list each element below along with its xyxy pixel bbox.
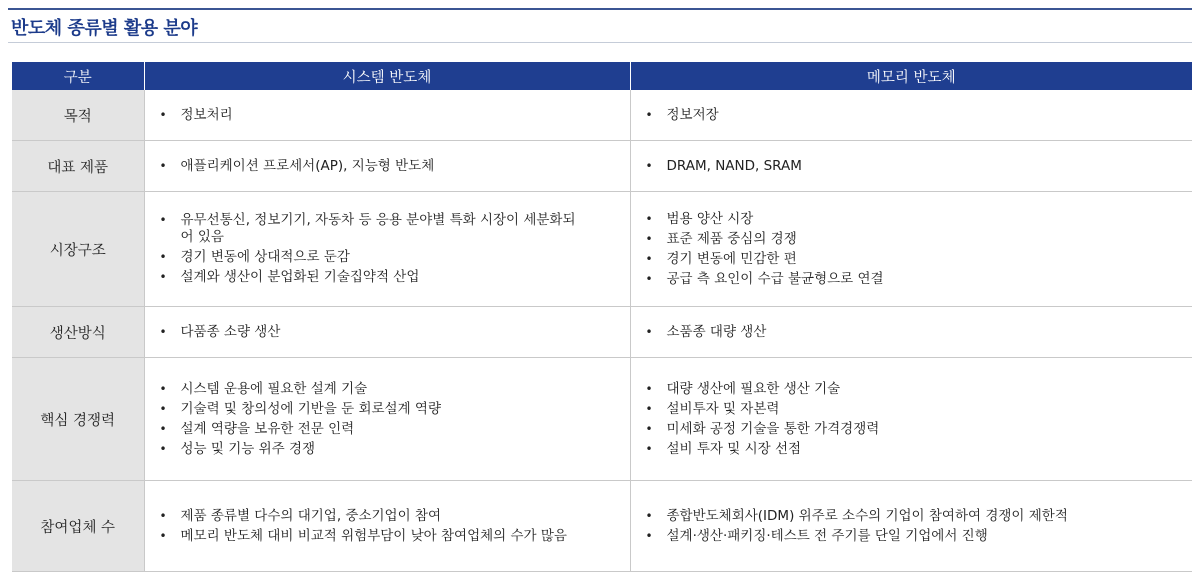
list-item: • 다품종 소량 생산	[157, 324, 620, 341]
list-item: • 설비 투자 및 시장 선점	[643, 441, 1183, 458]
list-item: • 경기 변동에 상대적으로 둔감	[157, 249, 620, 266]
list-item: • 소품종 대량 생산	[643, 324, 1183, 341]
title-bottom-rule	[8, 42, 1192, 43]
list-item: • 설계·생산·패키징·테스트 전 주기를 단일 기업에서 진행	[643, 528, 1183, 545]
list-item: • 범용 양산 시장	[643, 211, 1183, 228]
cell-memory-market-structure	[630, 192, 1192, 307]
list-item: • 설비투자 및 자본력	[643, 401, 1183, 418]
list-item: • 시스템 운용에 필요한 설계 기술	[157, 381, 620, 398]
table-row-purpose	[12, 90, 1192, 141]
row-label-participant-count: 참여업체 수	[12, 481, 144, 572]
list-item: • 정보저장	[643, 107, 1183, 124]
list-item: • DRAM, NAND, SRAM	[643, 158, 1183, 175]
list-item: • 경기 변동에 민감한 편	[643, 251, 1183, 268]
list-item: • 공급 측 요인이 수급 불균형으로 연결	[643, 271, 1183, 288]
header-category: 구분	[12, 62, 144, 90]
cell-system-purpose	[144, 90, 630, 141]
row-label-production-method: 생산방식	[12, 307, 144, 358]
table-row-production-method	[12, 307, 1192, 358]
list-item: • 성능 및 기능 위주 경쟁	[157, 441, 620, 458]
table-header-row	[12, 62, 1192, 90]
cell-system-production-method	[144, 307, 630, 358]
cell-system-product	[144, 141, 630, 192]
list-item: • 정보처리	[157, 107, 620, 124]
list-item: • 표준 제품 중심의 경쟁	[643, 231, 1183, 248]
list-item: • 설계와 생산이 분업화된 기술집약적 산업	[157, 269, 620, 286]
title-top-rule	[8, 8, 1192, 10]
comparison-table	[12, 62, 1192, 572]
list-item: • 애플리케이션 프로세서(AP), 지능형 반도체	[157, 158, 620, 175]
list-item: • 종합반도체회사(IDM) 위주로 소수의 기업이 참여하여 경쟁이 제한적	[643, 508, 1183, 525]
cell-memory-participant-count	[630, 481, 1192, 572]
row-label-product: 대표 제품	[12, 141, 144, 192]
cell-memory-purpose	[630, 90, 1192, 141]
list-item: • 기술력 및 창의성에 기반을 둔 회로설계 역량	[157, 401, 620, 418]
list-item: • 대량 생산에 필요한 생산 기술	[643, 381, 1183, 398]
list-item: • 제품 종류별 다수의 대기업, 중소기업이 참여	[157, 508, 620, 525]
cell-system-core-competency	[144, 358, 630, 481]
header-system-semiconductor: 시스템 반도체	[144, 62, 630, 90]
table-row-product	[12, 141, 1192, 192]
cell-memory-product	[630, 141, 1192, 192]
list-item: • 미세화 공정 기술을 통한 가격경쟁력	[643, 421, 1183, 438]
row-label-core-competency: 핵심 경쟁력	[12, 358, 144, 481]
page-title: 반도체 종류별 활용 분야	[11, 18, 198, 39]
table-row-core-competency	[12, 358, 1192, 481]
cell-memory-production-method	[630, 307, 1192, 358]
table-row-participant-count	[12, 481, 1192, 572]
list-item: • 유무선통신, 정보기기, 자동차 등 응용 분야별 특화 시장이 세분화되어 있음	[157, 212, 620, 246]
cell-system-market-structure	[144, 192, 630, 307]
cell-memory-core-competency	[630, 358, 1192, 481]
list-item: • 설계 역량을 보유한 전문 인력	[157, 421, 620, 438]
table-row-market-structure	[12, 192, 1192, 307]
list-item: • 메모리 반도체 대비 비교적 위험부담이 낮아 참여업체의 수가 많음	[157, 528, 620, 545]
row-label-purpose: 목적	[12, 90, 144, 141]
cell-system-participant-count	[144, 481, 630, 572]
header-memory-semiconductor: 메모리 반도체	[630, 62, 1192, 90]
row-label-market-structure: 시장구조	[12, 192, 144, 307]
